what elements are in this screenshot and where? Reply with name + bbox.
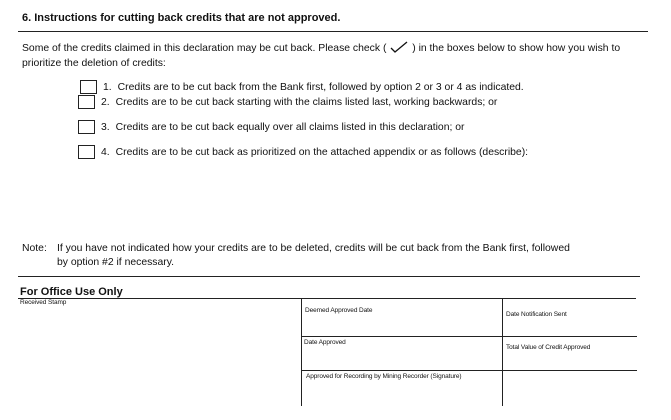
office-table-left-border xyxy=(301,298,302,406)
note xyxy=(22,242,642,270)
note-divider xyxy=(18,276,640,277)
section-divider xyxy=(18,31,648,32)
date-notification-sent-label: Date Notification Sent xyxy=(506,311,567,318)
option-2-number: 2. xyxy=(101,96,110,108)
office-use-heading: For Office Use Only xyxy=(20,286,123,298)
option-4-label: Credits are to be cut back as prioritized on the attached appendix or as follows (describe): xyxy=(115,146,529,158)
option-4-number: 4. xyxy=(101,146,110,158)
deemed-approved-date-label: Deemed Approved Date xyxy=(305,307,373,314)
option-1-number: 1. xyxy=(103,81,112,93)
checkmark-icon xyxy=(389,41,409,53)
option-1-label: Credits are to be cut back from the Bank first, followed by option 2 or 3 or 4 as indicated. xyxy=(117,81,524,93)
option-4-checkbox[interactable] xyxy=(78,145,95,159)
option-3-number: 3. xyxy=(101,121,110,133)
section-heading: 6. Instructions for cutting back credits that are not approved. xyxy=(22,12,341,24)
option-1 xyxy=(80,80,524,94)
approved-for-recording-label: Approved for Recording by Mining Recorder (Signature) xyxy=(306,373,462,380)
received-stamp-label: Received Stamp xyxy=(20,299,67,306)
option-3-checkbox[interactable] xyxy=(78,120,95,134)
option-2 xyxy=(78,95,497,109)
office-divider xyxy=(18,298,636,299)
option-4 xyxy=(78,145,528,159)
note-line-2: by option #2 if necessary. xyxy=(57,257,175,268)
office-table-middle-border xyxy=(502,298,503,406)
note-label: Note: xyxy=(22,243,47,254)
option-3 xyxy=(78,120,465,134)
option-2-label: Credits are to be cut back starting with the claims listed last, working backwards; or xyxy=(115,96,498,108)
option-3-label: Credits are to be cut back equally over all claims listed in this declaration; or xyxy=(115,121,465,133)
option-2-checkbox[interactable] xyxy=(78,95,95,109)
office-table-row-divider-2 xyxy=(301,370,637,371)
option-1-checkbox[interactable] xyxy=(80,80,97,94)
intro-paragraph xyxy=(22,41,650,71)
office-table-row-divider-1 xyxy=(301,336,637,337)
intro-text-before: Some of the credits claimed in this declaration may be cut back. Please check ( xyxy=(22,43,387,54)
note-line-1: If you have not indicated how your credits are to be deleted, credits will be cut back from the Bank first, followed xyxy=(57,243,570,254)
date-approved-label: Date Approved xyxy=(304,339,346,346)
intro-text-after: ) in the boxes below to show how you wish to prioritize the deletion of credits: xyxy=(22,43,621,69)
total-value-credit-approved-label: Total Value of Credit Approved xyxy=(506,344,591,351)
